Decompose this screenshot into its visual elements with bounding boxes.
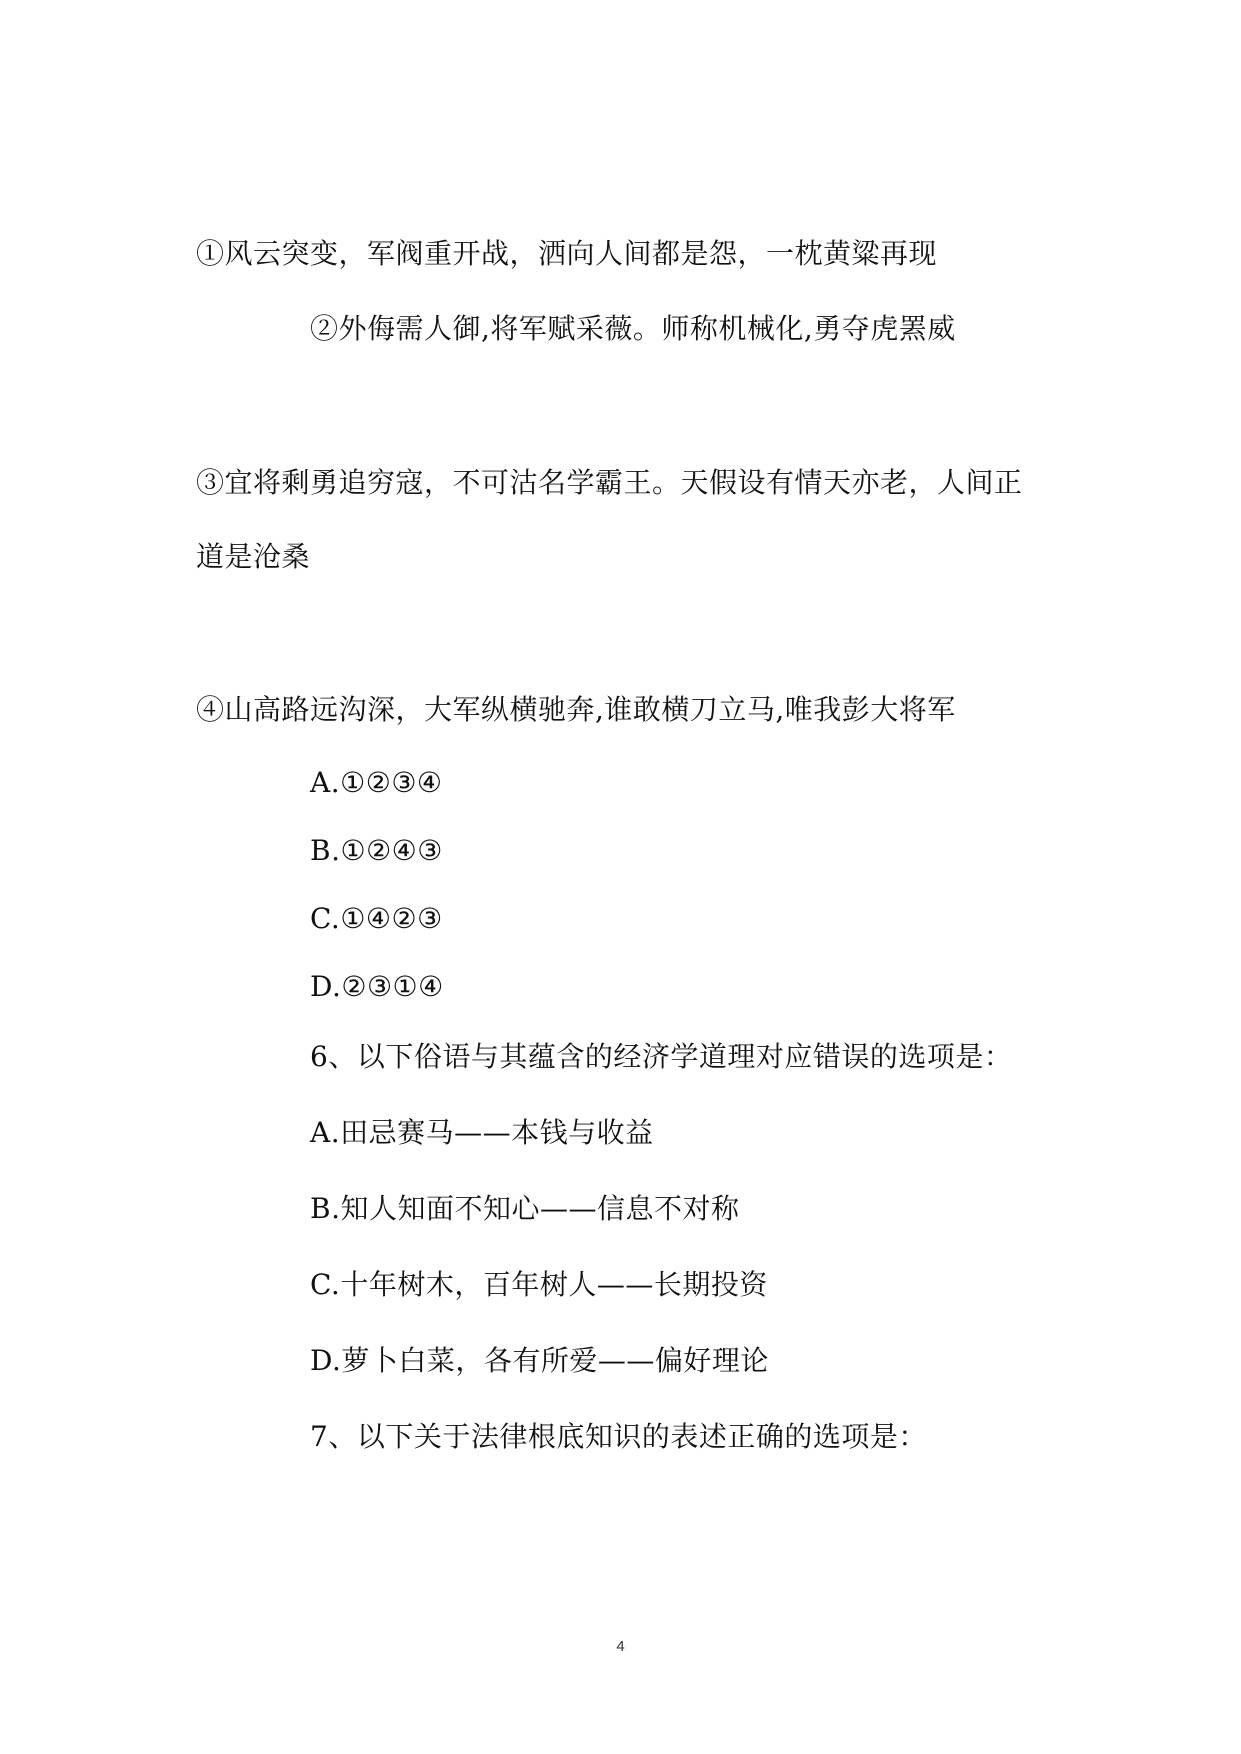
q6-option-d: D.萝卜白菜，各有所爱——偏好理论 [310, 1344, 769, 1377]
q5-option-d: D.②③①④ [310, 970, 444, 1003]
poem-line-2: ②外侮需人御,将军赋采薇。师称机械化,勇夺虎罴威 [310, 312, 956, 345]
poem-line-1: ①风云突变，军阀重开战，洒向人间都是怨，一枕黄粱再现 [196, 237, 938, 270]
q5-option-a: A.①②③④ [310, 766, 443, 799]
q5-option-b: B.①②④③ [310, 834, 443, 867]
poem-line-3: ③宜将剩勇追穷寇，不可沽名学霸王。天假设有情天亦老，人间正 [196, 466, 1023, 499]
q6-option-a: A.田忌赛马——本钱与收益 [310, 1116, 654, 1149]
page-number: 4 [616, 1638, 625, 1655]
q7-stem: 7、以下关于法律根底知识的表述正确的选项是： [310, 1420, 927, 1453]
poem-line-3-continued: 道是沧桑 [196, 540, 311, 573]
q6-stem: 6、以下俗语与其蕴含的经济学道理对应错误的选项是： [310, 1040, 1013, 1073]
q6-option-b: B.知人知面不知心——信息不对称 [310, 1192, 740, 1225]
q6-option-c: C.十年树木，百年树人——长期投资 [310, 1268, 768, 1301]
q5-option-c: C.①④②③ [310, 902, 443, 935]
poem-line-4: ④山高路远沟深，大军纵横驰奔,谁敢横刀立马,唯我彭大将军 [196, 693, 956, 726]
